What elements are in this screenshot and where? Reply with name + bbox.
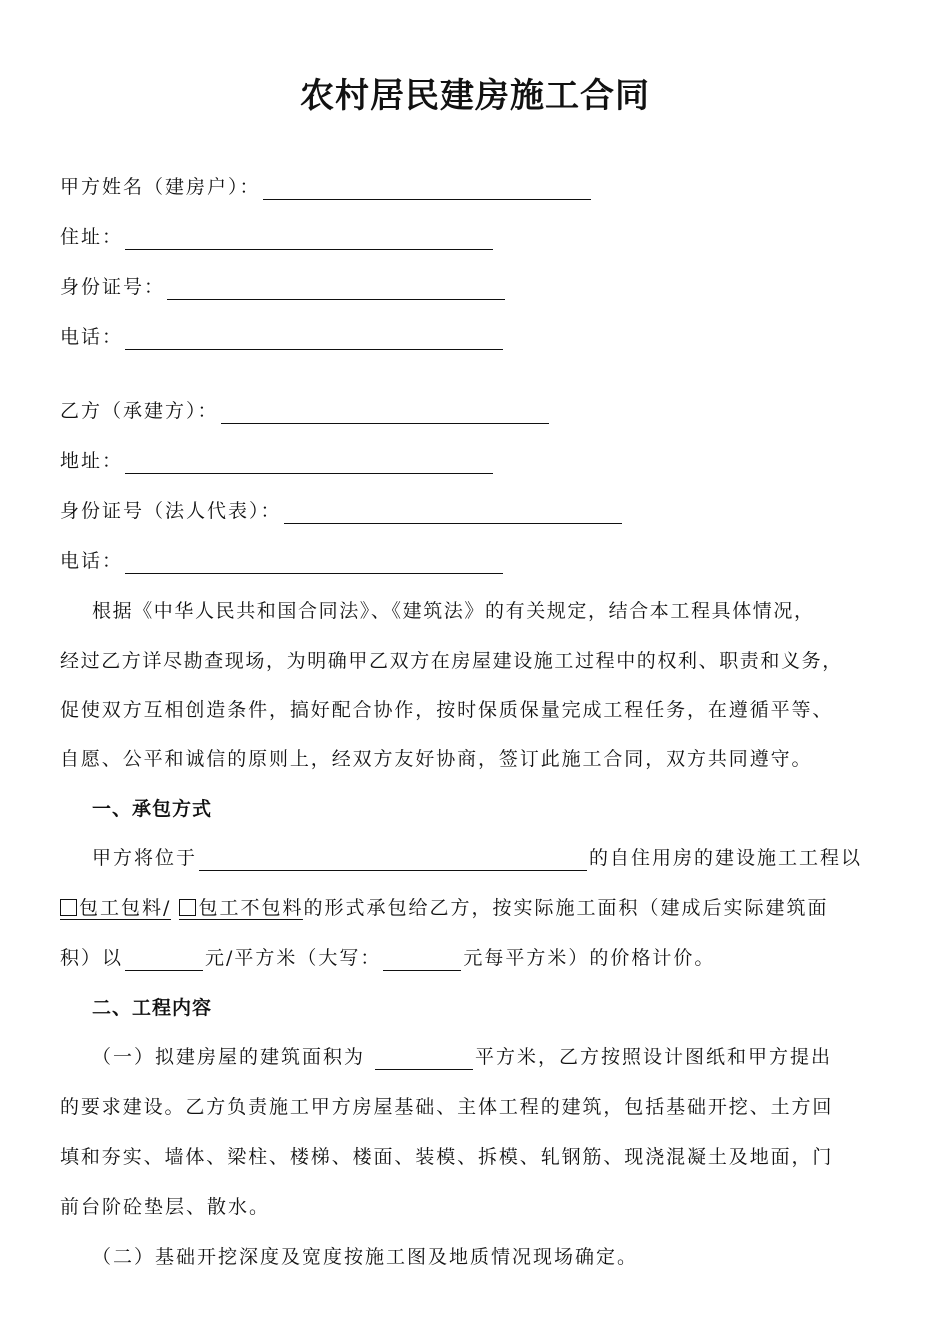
unit-price-uppercase-blank[interactable] [383, 948, 461, 971]
party-b-phone-label: 电话： [60, 550, 124, 572]
party-a-id-label: 身份证号： [60, 276, 166, 298]
party-a-phone-row [60, 324, 505, 350]
intro-line-2: 经过乙方详尽勘查现场，为明确甲乙双方在房屋建设施工过程中的权利、职责和义务， [60, 650, 843, 672]
option-1-label: 包工包料/ [79, 897, 172, 919]
party-b-id-label: 身份证号（法人代表）： [60, 500, 282, 522]
party-b-id-blank[interactable] [284, 501, 622, 524]
intro-line-1: 根据《中华人民共和国合同法》、《建筑法》的有关规定，结合本工程具体情况， [92, 600, 815, 622]
intro-line-3: 促使双方互相创造条件，搞好配合协作，按时保质保量完成工程任务，在遵循平等、 [60, 699, 834, 721]
checkbox-icon[interactable] [60, 899, 77, 916]
party-b-address-row [60, 448, 495, 474]
section-1-line-1 [92, 845, 862, 871]
area-suffix: 平方米，乙方按照设计图纸和甲方提出 [475, 1046, 833, 1068]
unit-price-blank[interactable] [125, 948, 203, 971]
party-b-name-row [60, 398, 551, 424]
party-b-address-label: 地址： [60, 450, 124, 472]
party-a-address-label: 住址： [60, 226, 124, 248]
contract-option-1[interactable] [60, 897, 171, 920]
party-a-phone-label: 电话： [60, 326, 124, 348]
party-a-address-row [60, 224, 495, 250]
party-a-name-row [60, 174, 593, 200]
building-area-blank[interactable] [375, 1047, 473, 1070]
party-b-address-blank[interactable] [125, 451, 493, 474]
party-b-name-blank[interactable] [221, 401, 549, 424]
party-b-phone-row [60, 548, 505, 574]
section-1-line-2-text: 的形式承包给乙方，按实际施工面积（建成后实际建筑面 [303, 897, 829, 919]
party-a-name-label: 甲方姓名（建房户）： [60, 176, 261, 198]
party-a-id-blank[interactable] [167, 277, 505, 300]
contract-option-2[interactable] [179, 897, 303, 920]
location-blank[interactable] [199, 848, 587, 871]
section-2-p1-line-3: 填和夯实、墙体、梁柱、楼梯、楼面、装模、拆模、轧钢筋、现浇混凝土及地面，门 [60, 1146, 834, 1168]
party-b-phone-blank[interactable] [125, 551, 503, 574]
section-2-heading: 二、工程内容 [92, 997, 213, 1019]
section-1-heading: 一、承包方式 [92, 798, 213, 820]
document-title: 农村居民建房施工合同 [300, 76, 650, 116]
section-2-p1-line-2: 的要求建设。乙方负责施工甲方房屋基础、主体工程的建筑，包括基础开挖、土方回 [60, 1096, 834, 1118]
price-prefix: 积）以 [60, 947, 124, 969]
section-1-line-3 [60, 945, 715, 971]
party-b-name-label: 乙方（承建方）： [60, 400, 219, 422]
checkbox-icon[interactable] [179, 899, 196, 916]
party-a-id-row [60, 274, 507, 300]
price-middle: 元/平方米（大写： [205, 947, 382, 969]
section-2-p1-line-1 [92, 1044, 832, 1070]
section-1-location-prefix: 甲方将位于 [92, 847, 198, 869]
party-a-name-blank[interactable] [263, 177, 591, 200]
party-a-address-blank[interactable] [125, 227, 493, 250]
price-suffix: 元每平方米）的价格计价。 [463, 947, 716, 969]
party-b-id-row [60, 498, 624, 524]
option-2-label: 包工不包料 [198, 897, 304, 919]
section-2-p1-line-4: 前台阶砼垫层、散水。 [60, 1196, 271, 1218]
section-1-line-2 [60, 895, 828, 921]
section-2-p2: （二）基础开挖深度及宽度按施工图及地质情况现场确定。 [92, 1246, 639, 1268]
section-1-location-suffix: 的自住用房的建设施工工程以 [589, 847, 863, 869]
party-a-phone-blank[interactable] [125, 327, 503, 350]
intro-line-4: 自愿、公平和诚信的原则上，经双方友好协商，签订此施工合同，双方共同遵守。 [60, 748, 813, 770]
area-prefix: （一）拟建房屋的建筑面积为 [92, 1046, 366, 1068]
